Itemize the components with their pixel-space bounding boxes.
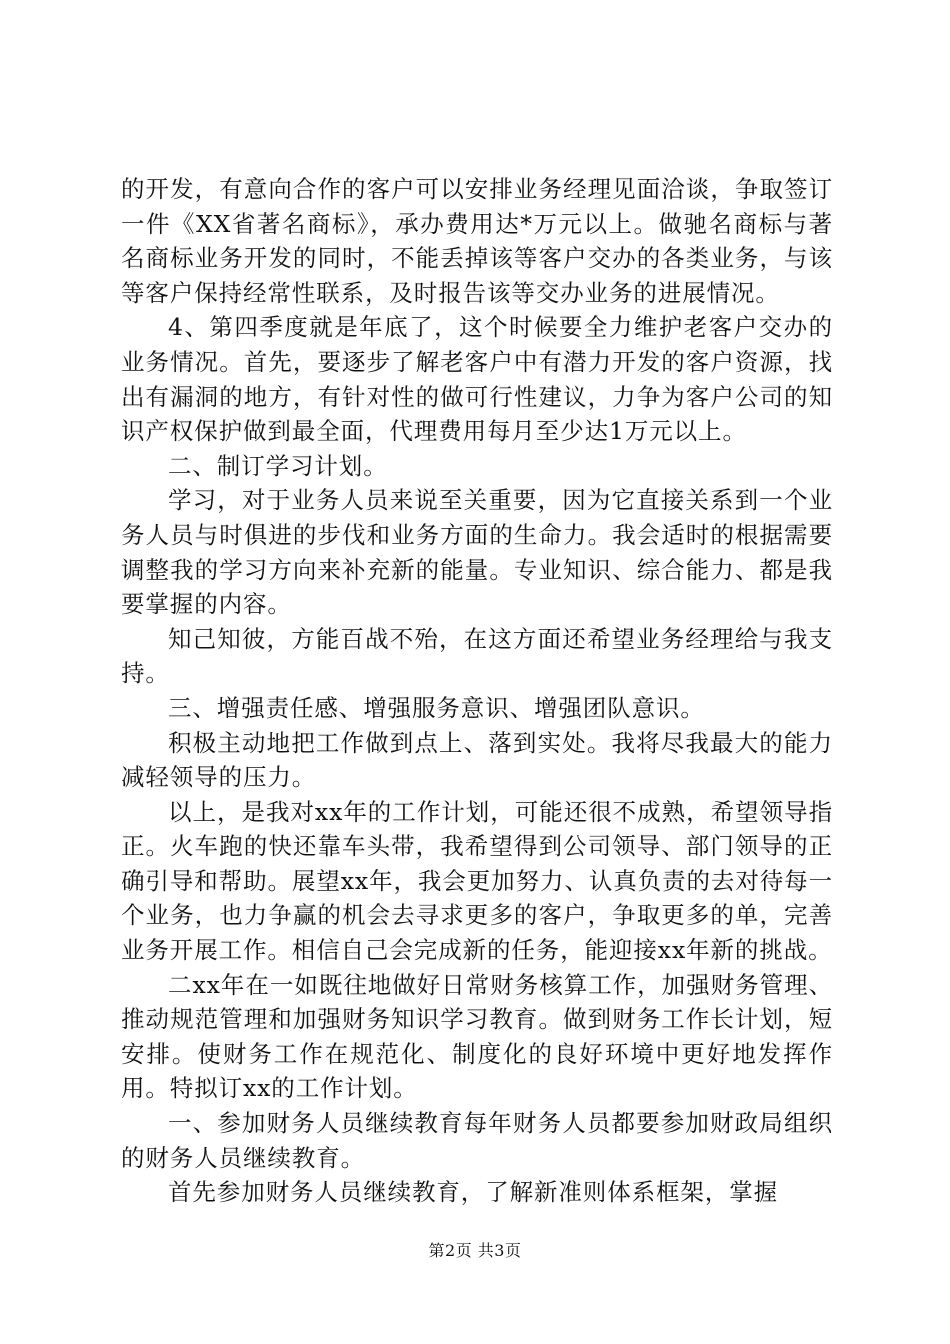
paragraph: 一、参加财务人员继续教育每年财务人员都要参加财政局组织的财务人员继续教育。 bbox=[121, 1109, 833, 1172]
section-heading: 三、增强责任感、增强服务意识、增强团队意识。 bbox=[168, 693, 705, 722]
paragraph: 知己知彼，方能百战不殆，在这方面还希望业务经理给与我支持。 bbox=[121, 624, 833, 688]
paragraph: 的开发，有意向合作的客户可以安排业务经理见面洽谈，争取签订一件《XX省著名商标》，承办费用达*万元以上。做驰名商标与著名商标业务开发的同时，不能丢掉该等客户交办的各类业务，与该等客户保持经常性联系，及时报告该等交办业务的进展情况。 bbox=[121, 175, 833, 307]
paragraph: 积极主动地把工作做到点上、落到实处。我将尽我最大的能力减轻领导的压力。 bbox=[121, 728, 833, 792]
paragraph: 以上，是我对xx年的工作计划，可能还很不成熟，希望领导指正。火车跑的快还靠车头带，我希望得到公司领导、部门领导的正确引导和帮助。展望xx年，我会更加努力、认真负责的去对待每一个业务，也力争赢的机会去寻求更多的客户，争取更多的单，完善业务开展工作。相信自己会完成新的任务，能迎接xx年新的挑战。 bbox=[121, 797, 833, 965]
document-body bbox=[121, 172, 833, 1210]
paragraph: 4、第四季度就是年底了，这个时候要全力维护老客户交办的业务情况。首先，要逐步了解老客户中有潜力开发的客户资源，找出有漏洞的地方，有针对性的做可行性建议，力争为客户公司的知识产权保护做到最全面，代理费用每月至少达1万元以上。 bbox=[121, 313, 833, 446]
paragraph: 学习，对于业务人员来说至关重要，因为它直接关系到一个业务人员与时俱进的步伐和业务方面的生命力。我会适时的根据需要调整我的学习方向来补充新的能量。专业知识、综合能力、都是我要掌握的内容。 bbox=[121, 486, 833, 619]
page-number-footer: 第2页 共3页 bbox=[428, 1241, 522, 1260]
paragraph: 首先参加财务人员继续教育，了解新准则体系框架，掌握 bbox=[168, 1178, 778, 1207]
paragraph: 二xx年在一如既往地做好日常财务核算工作，加强财务管理、推动规范管理和加强财务知识学习教育。做到财务工作长计划，短安排。使财务工作在规范化、制度化的良好环境中更好地发挥作用。特拟订xx的工作计划。 bbox=[121, 970, 833, 1103]
section-heading: 二、制订学习计划。 bbox=[168, 451, 388, 480]
